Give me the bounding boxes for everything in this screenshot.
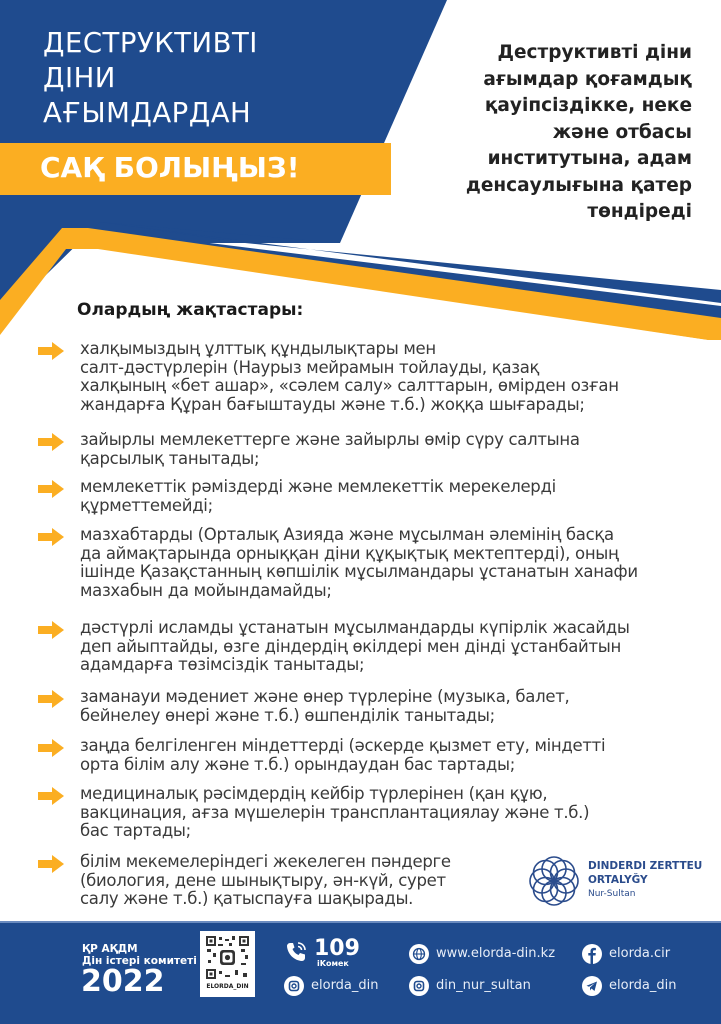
- hotline-label: iKомек: [317, 959, 349, 968]
- arrow-right-icon: [38, 433, 64, 451]
- org-line: ҚР АҚДМ: [82, 943, 138, 955]
- item-line: қарсылық танытады;: [80, 448, 260, 468]
- logo-text: [588, 859, 702, 901]
- qr-label: ELORDA_DIN: [206, 983, 249, 990]
- arrow-right-icon: [38, 342, 64, 360]
- list-item: [38, 526, 698, 600]
- item-line: бейнелеу өнері және т.б.) өшпенділік танытады;: [80, 705, 495, 725]
- list-heading: Олардың жақтастары:: [77, 300, 304, 320]
- item-line: мемлекеттік рәміздерді және мемлекеттік мерекелерді: [80, 477, 556, 496]
- title-line: ДІНИ: [43, 62, 116, 94]
- link-label: elorda_din: [311, 978, 379, 993]
- list-item: [38, 619, 698, 675]
- list-item: [38, 340, 698, 414]
- item-line: жандарға Құран бағыштауды және т.б.) жоққа шығарады;: [80, 394, 585, 414]
- item-line: халқының «бет ашар», «сәлем салу» салттарын, өмірден озған: [80, 376, 619, 395]
- item-line: деп айыптайды, өзге діндердің өкілдері мен дінді ұстанбайтын: [80, 636, 621, 656]
- instagram-icon: [284, 976, 304, 996]
- subtitle-line: ағымдар қоғамдық: [483, 68, 692, 90]
- item-line: салт-дәстүрлерін (Наурыз мейрамын тойлауды, қазақ: [80, 357, 540, 377]
- arrow-right-icon: [38, 855, 64, 873]
- link-label: elorda.cir: [609, 946, 671, 961]
- facebook-icon: [582, 944, 602, 964]
- subtitle-line: Деструктивті діни: [497, 42, 692, 63]
- phone-icon: [284, 940, 308, 964]
- item-line: да аймақтарында орныққан діни құқықтық мектептерді), оның: [80, 543, 619, 563]
- subtitle-line: денсаулығына қатер: [465, 174, 692, 196]
- link-label: elorda_din: [609, 978, 677, 993]
- item-line: медициналық рәсімдердің кейбір түрлерінен (қан құю,: [80, 784, 548, 803]
- instagram-link[interactable]: [284, 976, 379, 996]
- instagram-link[interactable]: [409, 976, 531, 996]
- qr-code[interactable]: [200, 931, 255, 997]
- warning-text: САҚ БОЛЫҢЫЗ!: [40, 151, 300, 184]
- item-line: орта білім алу және т.б.) орындаудан бас тартады;: [80, 754, 515, 774]
- organization-logo: [526, 853, 706, 913]
- year: 2022: [81, 964, 165, 999]
- item-line: білім мекемелеріндегі жекелеген пәндерге: [80, 852, 451, 871]
- item-line: мазхабын да мойындамайды;: [80, 580, 332, 600]
- logo-line: DINDERDI ZERTTEU: [588, 860, 703, 872]
- qr-code-icon: [205, 935, 250, 980]
- subtitle-line: және отбасы: [552, 121, 692, 143]
- item-line: мазхабтарды (Орталық Азияда және мұсылман әлемінің басқа: [80, 525, 614, 544]
- list-item: [38, 431, 698, 468]
- footer: [0, 921, 721, 1024]
- arrow-right-icon: [38, 787, 64, 805]
- hotline-number: 109: [314, 936, 360, 961]
- arrow-right-icon: [38, 528, 64, 546]
- telegram-icon: [582, 976, 602, 996]
- logo-line: ORTALYĞY: [588, 874, 648, 886]
- list-item: [38, 737, 698, 774]
- link-label: din_nur_sultan: [436, 978, 531, 993]
- list-item: [38, 785, 698, 841]
- item-line: заманауи мәдениет және өнер түрлеріне (музыка, балет,: [80, 687, 570, 706]
- item-line: бас тартады;: [80, 821, 191, 840]
- list-item: [38, 688, 698, 725]
- globe-icon: [409, 944, 429, 964]
- item-line: құрметтемейді;: [80, 495, 213, 515]
- logo-city: Nur-Sultan: [588, 889, 636, 899]
- item-line: адамдарға төзімсіздік танытады;: [80, 655, 365, 674]
- instagram-icon: [409, 976, 429, 996]
- item-line: заңда белгіленген міндеттерді (әскерде қызмет ету, міндетті: [80, 736, 606, 755]
- org-line: Дін істері комитеті: [82, 955, 197, 967]
- telegram-link[interactable]: [582, 976, 677, 996]
- link-label: www.elorda-din.kz: [436, 946, 556, 961]
- rosette-logo-icon: [526, 853, 582, 909]
- arrow-right-icon: [38, 480, 64, 498]
- arrow-right-icon: [38, 739, 64, 757]
- website-link[interactable]: [409, 944, 555, 964]
- arrow-right-icon: [38, 690, 64, 708]
- item-line: зайырлы мемлекеттерге және зайырлы өмір сүру салтына: [80, 430, 580, 449]
- subtitle-line: төндіреді: [587, 201, 692, 222]
- subtitle-line: қауіпсіздікке, неке: [484, 95, 692, 116]
- item-line: вакцинация, ағза мүшелерін трансплантациялау және т.б.): [80, 802, 590, 822]
- item-line: салу және т.б.) қатыспауға шақырады.: [80, 889, 414, 908]
- subtitle-line: институтына, адам: [487, 148, 692, 169]
- list-item: [38, 478, 698, 515]
- item-line: ішінде Қазақстанның көпшілік мұсылмандары ұстанатын ханафи: [80, 562, 638, 581]
- main-title: [43, 26, 258, 131]
- title-line: ДЕСТРУКТИВТІ: [43, 27, 258, 59]
- item-line: дәстүрлі исламды ұстанатын мұсылмандарды күпірлік жасайды: [80, 618, 630, 637]
- title-line: АҒЫМДАРДАН: [43, 97, 252, 129]
- item-line: (биология, дене шынықтыру, ән-күй, сурет: [80, 870, 446, 890]
- arrow-right-icon: [38, 621, 64, 639]
- facebook-link[interactable]: [582, 944, 670, 964]
- subtitle: [392, 40, 692, 226]
- item-line: халқымыздың ұлттық құндылықтары мен: [80, 339, 436, 358]
